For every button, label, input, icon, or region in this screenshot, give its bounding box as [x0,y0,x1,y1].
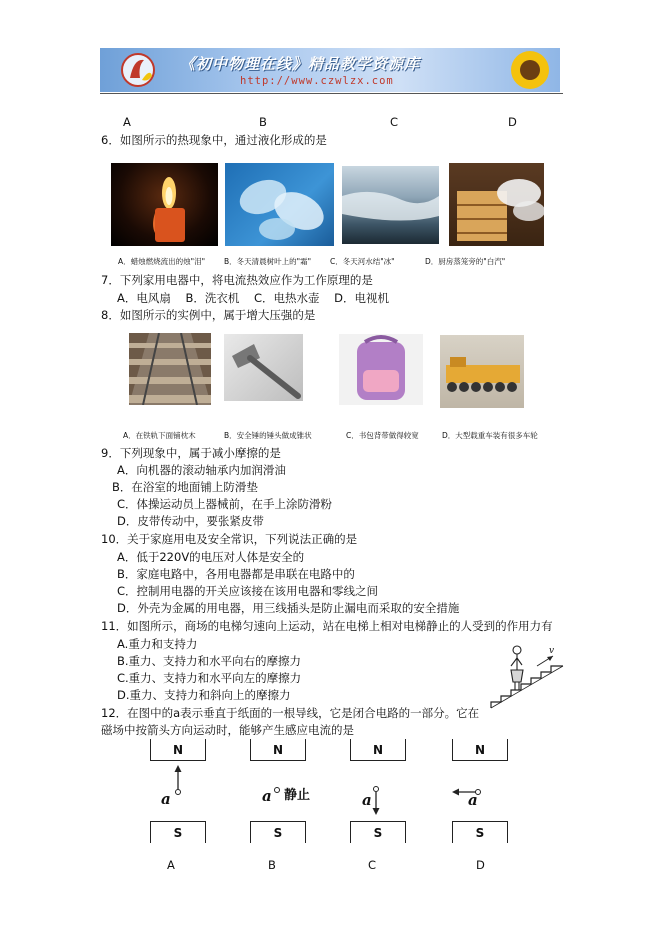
banner-title: 《初中物理在线》精品教学资源库 [180,55,421,73]
wire-b [274,787,280,793]
q9-option-a: A．向机器的滚动轴承内加润滑油 [117,463,286,477]
prev-option-b: B [259,115,267,129]
frost-leaf-photo [225,163,334,246]
steamer-photo [449,163,544,246]
ice-river-photo [342,166,439,244]
magnet-north-d: N [452,739,508,761]
magnet-south-b: S [250,821,306,843]
q8-caption-a: A．在铁轨下面铺枕木 [123,431,196,440]
magnet-north-a: N [150,739,206,761]
candle-photo [111,163,218,246]
q11-option-b: B.重力、支持力和水平向右的摩擦力 [117,654,302,668]
q11-option-a: A.重力和支持力 [117,637,198,651]
q8-caption-c: C．书包背带做得较宽 [346,431,419,440]
q11-option-d: D.重力、支持力和斜向上的摩擦力 [117,688,291,702]
question-12-line-2: 磁场中按箭头方向运动时，能够产生感应电流的是 [101,723,354,737]
question-8: 8．如图所示的实例中，属于增大压强的是 [101,308,316,322]
prev-option-a: A [123,115,131,129]
magnet-north-c: N [350,739,406,761]
q10-option-d: D．外壳为金属的用电器，用三线插头是防止漏电而采取的安全措施 [117,601,460,615]
prev-option-c: C [390,115,399,129]
q10-option-c: C．控制用电器的开关应该接在该用电器和零线之间 [117,584,379,598]
schoolbag-photo [339,334,423,405]
magnet-north-b: N [250,739,306,761]
wire-label-a: a [161,790,171,808]
wire-label-b: a [262,787,272,805]
banner-divider [100,93,563,94]
q12-option-d: D [476,858,485,872]
q9-option-c: C．体操运动员上器械前，在手上涂防滑粉 [117,497,333,511]
railway-photo [129,333,211,405]
question-7: 7．下列家用电器中，将电流热效应作为工作原理的是 [101,273,373,287]
q12-option-b: B [268,858,276,872]
question-10: 10．关于家庭用电及安全常识，下列说法正确的是 [101,532,358,546]
q8-caption-d: D．大型载重车装有很多车轮 [442,431,538,440]
static-label: 静止 [284,788,311,803]
q6-caption-a: A．蜡烛燃烧流出的烛"泪" [118,257,206,266]
wire-label-c: a [362,791,372,809]
escalator-figure [487,640,567,710]
q12-option-a: A [167,858,175,872]
header-banner [100,48,560,92]
question-9: 9．下列现象中，属于减小摩擦的是 [101,446,281,460]
sunflower-icon [511,51,549,89]
wire-label-d: a [468,791,478,809]
banner-url: http://www.czwlzx.com [240,75,394,87]
question-12-line-1: 12．在图中的a表示垂直于纸面的一根导线，它是闭合电路的一部分。它在 [101,706,480,720]
q7-options: A．电风扇 B．洗衣机 C．电热水壶 D．电视机 [117,291,390,305]
prev-option-d: D [508,115,517,129]
q6-caption-d: D．厨房蒸笼旁的"白汽" [425,257,506,266]
magnet-south-d: S [452,821,508,843]
q6-caption-c: C．冬天河水结"冰" [330,257,395,266]
velocity-label: v [549,646,555,656]
q8-caption-b: B．安全锤的锤头做成锥状 [224,431,312,440]
q10-option-a: A．低于220V的电压对人体是安全的 [117,550,305,564]
logo-icon [122,54,154,86]
q9-option-d: D．皮带传动中，要张紧皮带 [117,514,264,528]
safety-hammer-photo [224,334,303,401]
magnet-south-c: S [350,821,406,843]
q12-option-c: C [368,858,377,872]
magnet-south-a: S [150,821,206,843]
heavy-truck-photo [440,335,524,408]
q10-option-b: B．家庭电路中，各用电器都是串联在电路中的 [117,567,355,581]
question-6: 6．如图所示的热现象中，通过液化形成的是 [101,133,327,147]
wire-a [175,789,181,795]
q11-option-c: C.重力、支持力和水平向左的摩擦力 [117,671,302,685]
question-11: 11．如图所示，商场的电梯匀速向上运动，站在电梯上相对电梯静止的人受到的作用力有 [101,619,553,633]
q6-caption-b: B．冬天清晨树叶上的"霜" [224,257,312,266]
q9-option-b: B．在浴室的地面铺上防滑垫 [112,480,258,494]
